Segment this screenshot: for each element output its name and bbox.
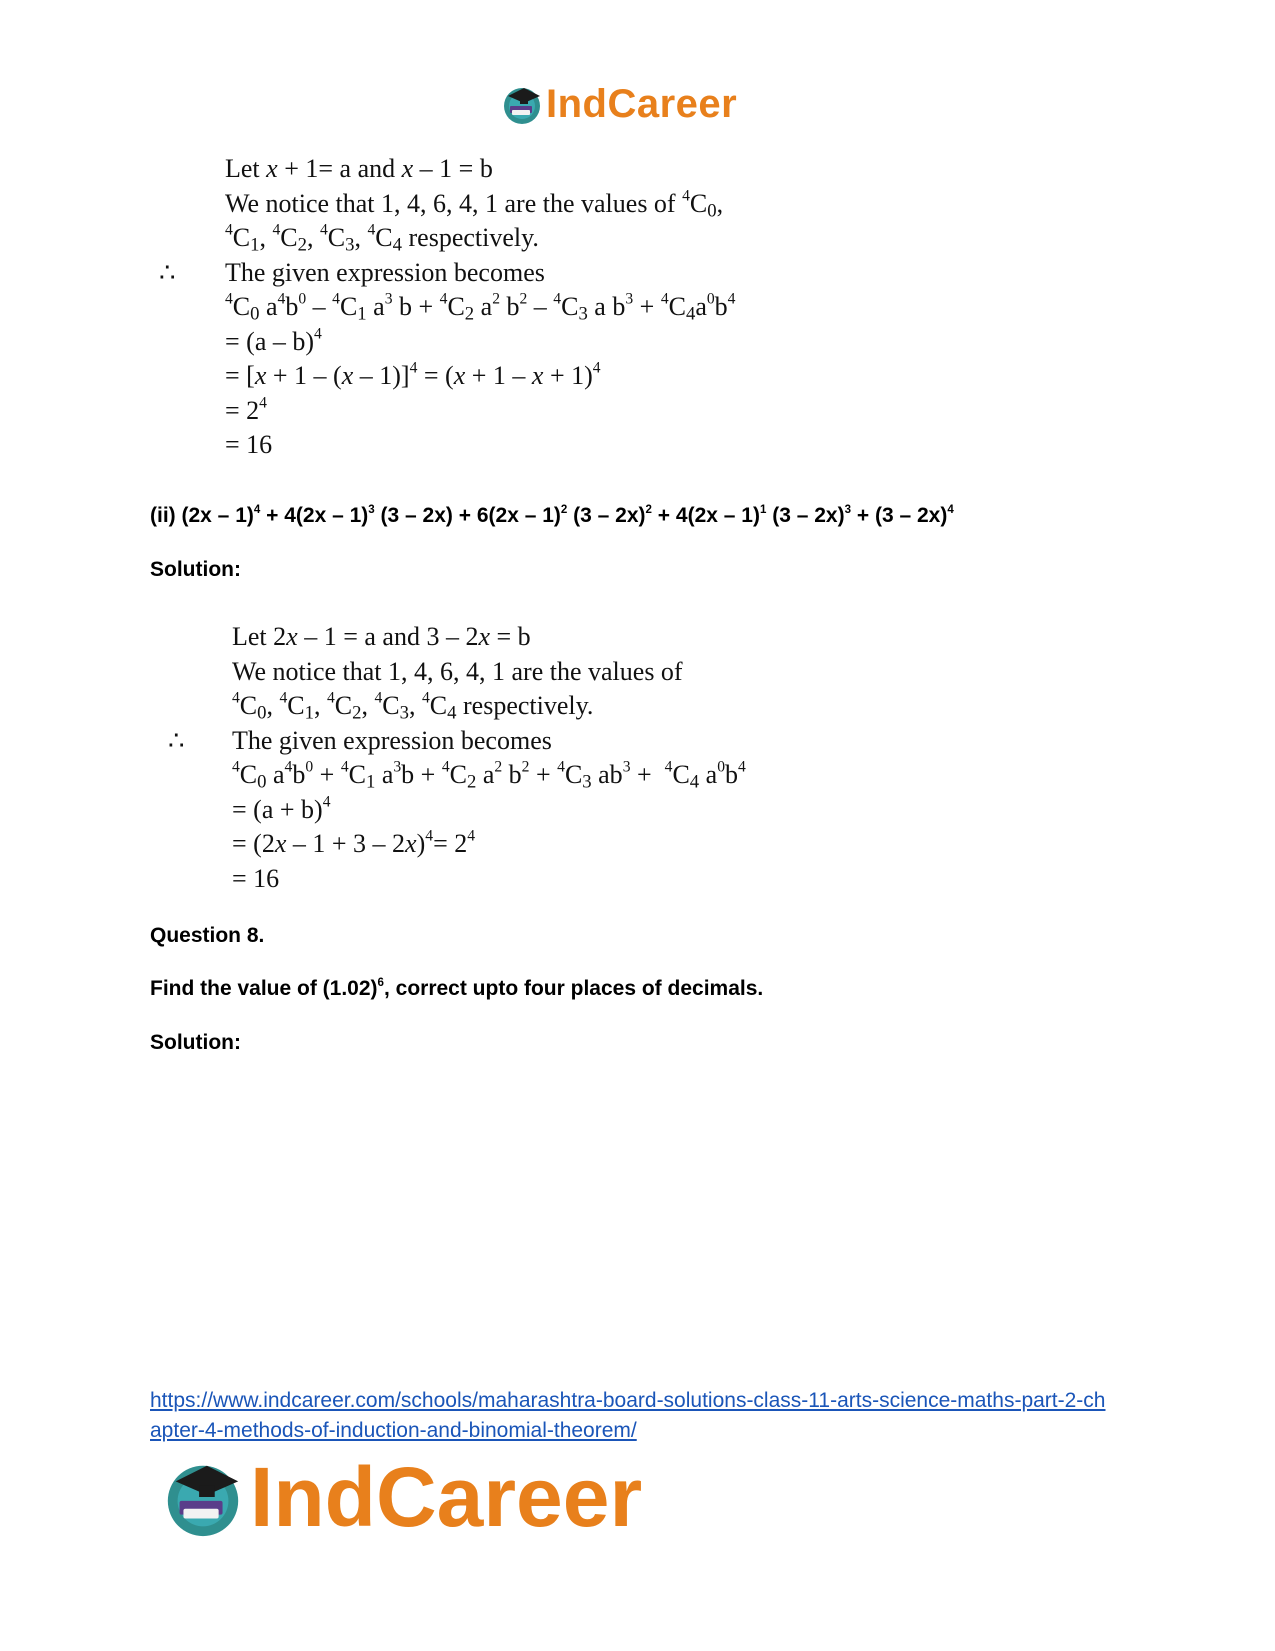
graduation-cap-icon — [160, 1454, 246, 1540]
math-line: We notice that 1, 4, 6, 4, 1 are the values of $^4C_0$, — [225, 186, 724, 222]
math-line: = $(a + b)^4$ — [232, 792, 331, 824]
math-line: = (a – b)$^4$ — [225, 324, 322, 356]
math-line: = $2^4$ — [225, 393, 267, 425]
logo-text: IndCareer — [250, 1450, 643, 1544]
math-line: $^4C_0$, $^4C_1$, $^4C_2$, $^4C_3$, $^4C_4$ respectively. — [232, 689, 594, 724]
math-line: Let 2x – 1 = a and 3 – 2x = b — [232, 622, 531, 651]
math-line: Let x + 1= a and x – 1 = b — [225, 154, 493, 183]
graduation-cap-icon — [500, 82, 544, 126]
source-url-link[interactable]: https://www.indcareer.com/schools/maharashtra-board-solutions-class-11-arts-science-maths-part-2-chapter-4-methods-of-induction-and-binomial-theorem/ — [150, 1389, 1106, 1442]
math-line: = $[x + 1 - (x - 1)]^4 = (x + 1 - x + 1)^4$ — [225, 359, 601, 390]
math-line: $^4C_1$, $^4C_2$, $^4C_3$, $^4C_4$ respectively. — [225, 221, 539, 256]
math-line: = $(2x - 1 + 3 - 2x)^4= 2^4$ — [232, 827, 476, 858]
math-line: We notice that 1, 4, 6, 4, 1 are the values of — [232, 656, 683, 686]
math-line: = 16 — [232, 863, 280, 893]
question-ii: (ii) (2x – 1)$^4$ + 4(2x – 1)$^3$ (3 – 2x) + 6(2x – 1)$^2$ (3 – 2x)$^2$ + 4(2x – 1)$^1$ (3 – 2x)$^3$ + (3 – 2x)$^4$ — [150, 503, 954, 527]
math-line: The given expression becomes — [232, 725, 552, 755]
math-line: The given expression becomes — [225, 257, 545, 287]
solution-label-2: Solution: — [150, 1031, 241, 1054]
math-line: $^4C_0$ $a^4b^0 - ^4C_1$ $a^3$ $b + ^4C_2$ $a^2$ $b^2 - ^4C_3$ a $b^3 + ^4C_4a^0b^4$ — [225, 290, 736, 325]
question-8-text: Find the value of $(1.02)^6$, correct upto four places of decimals. — [150, 976, 764, 1000]
therefore-symbol: ∴ — [168, 725, 185, 755]
math-line: = 16 — [225, 430, 273, 459]
header-logo — [500, 80, 737, 128]
therefore-symbol: ∴ — [159, 257, 176, 287]
footer-logo — [160, 1452, 642, 1542]
logo-text: IndCareer — [546, 82, 738, 126]
question-8-title: Question 8. — [150, 924, 265, 947]
math-line: $^4C_0$ $a^4b^0 + ^4C_1$ $a^3b + ^4C_2$ $a^2$ $b^2 + ^4C_3$ $ab^3 + ^4C_4$ $a^0b^4$ — [232, 758, 746, 793]
solution-1-math — [159, 152, 736, 463]
solution-2-math — [168, 620, 746, 896]
solution-label: Solution: — [150, 558, 241, 581]
